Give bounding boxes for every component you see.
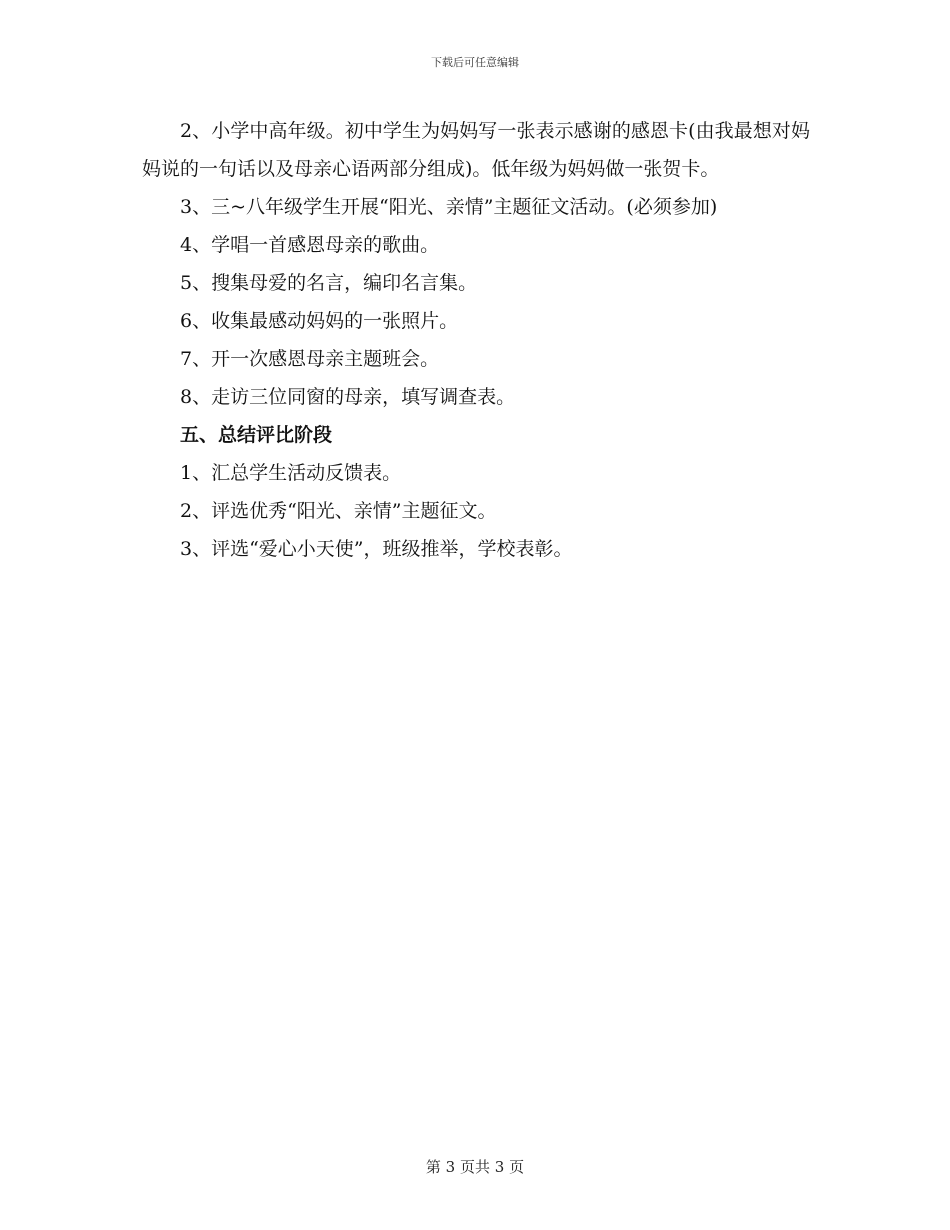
section-title: 五、总结评比阶段 [180,424,333,446]
paragraph-item-6: 6、收集最感动妈妈的一张照片。 [180,310,459,332]
paragraph-item-7: 7、开一次感恩母亲主题班会。 [180,348,440,370]
page-header: 下载后可任意编辑 [431,56,519,69]
document-body [142,112,810,568]
paragraph-item-2: 2、小学中高年级。初中学生为妈妈写一张表示感谢的感恩卡(由我最想对妈妈说的一句话以及母亲心语两部分组成)。低年级为妈妈做一张贺卡。 [142,120,810,180]
paragraph-item-8: 8、走访三位同窗的母亲，填写调查表。 [180,386,516,408]
section-item-2: 2、评选优秀“阳光、亲情”主题征文。 [180,500,497,522]
section-item-1: 1、汇总学生活动反馈表。 [180,462,402,484]
paragraph-item-4: 4、学唱一首感恩母亲的歌曲。 [180,234,440,256]
paragraph-item-3: 3、三~八年级学生开展“阳光、亲情”主题征文活动。(必须参加) [180,196,718,218]
section-item-3: 3、评选“爱心小天使”，班级推举，学校表彰。 [180,538,573,560]
page-number: 第 3 页共 3 页 [425,1158,525,1176]
paragraph-item-5: 5、搜集母爱的名言，编印名言集。 [180,272,478,294]
